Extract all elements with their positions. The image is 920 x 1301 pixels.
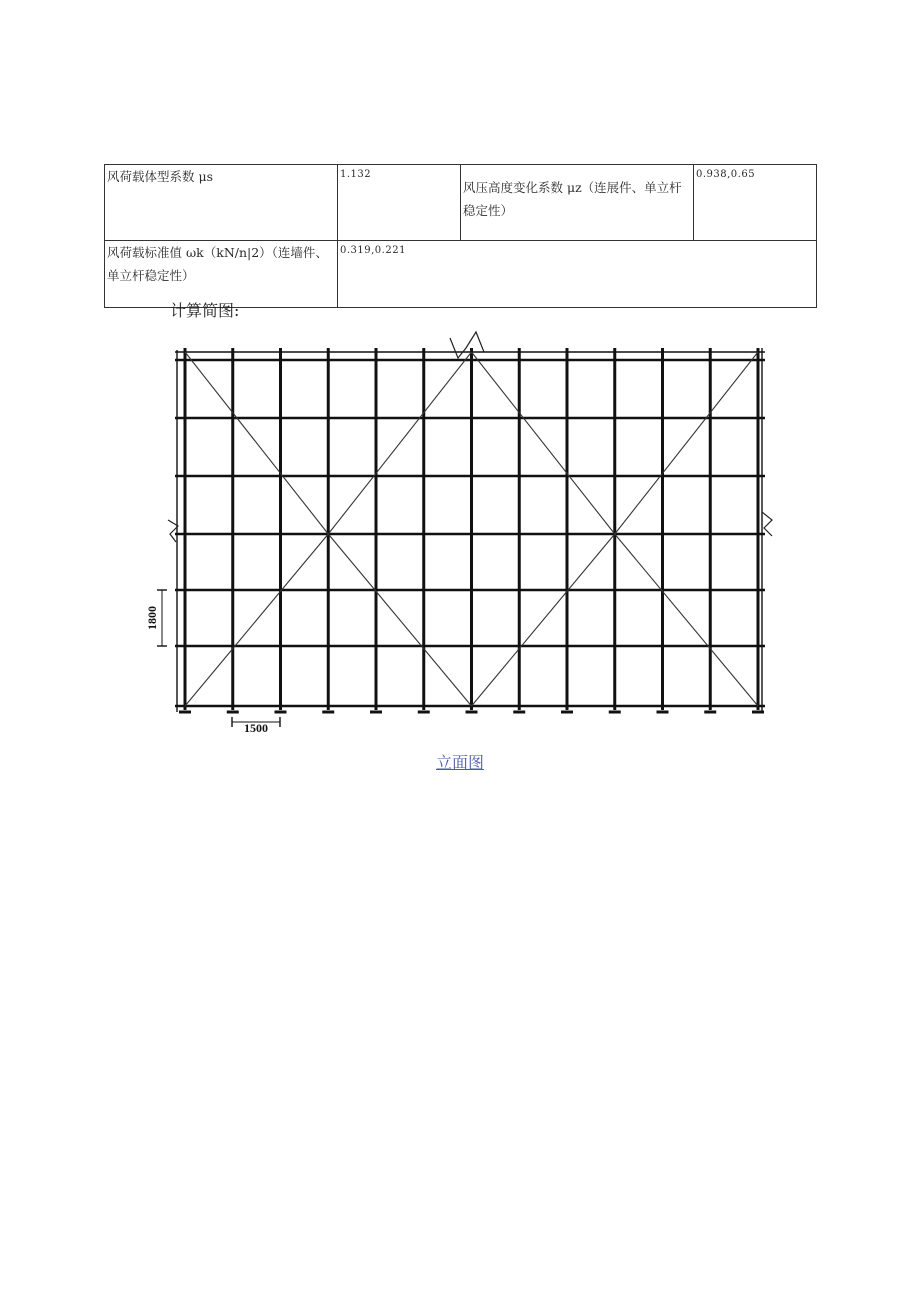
wind-height-coefficient-label: 风压高度变化系数 μz（连展件、单立杆稳定性） bbox=[461, 165, 694, 241]
elevation-diagram bbox=[140, 330, 780, 740]
diagonal-brace bbox=[185, 352, 328, 534]
table-row bbox=[105, 165, 817, 241]
dimension-width-label: 1500 bbox=[244, 721, 268, 735]
diagonal-brace bbox=[185, 534, 328, 706]
wind-shape-coefficient-value: 1.132 bbox=[338, 165, 461, 241]
wind-height-coefficient-value: 0.938,0.65 bbox=[694, 165, 817, 241]
section-label: 计算简图: bbox=[170, 301, 240, 320]
diagonal-brace bbox=[328, 534, 471, 706]
diagram-caption[interactable]: 立面图 bbox=[435, 753, 484, 772]
scaffold-frame bbox=[168, 332, 772, 712]
dimension-annotations bbox=[145, 590, 280, 735]
diagonal-brace bbox=[472, 352, 615, 534]
diagonal-brace bbox=[328, 352, 471, 534]
wind-standard-value-value: 0.319,0.221 bbox=[338, 241, 817, 308]
parameter-table bbox=[104, 164, 817, 308]
break-mark-top bbox=[450, 332, 484, 358]
wind-shape-coefficient-label: 风荷载体型系数 μs bbox=[105, 165, 338, 241]
wind-standard-value-label: 风荷载标准值 ωk（kN/n|2）（连墙件、单立杆稳定性） bbox=[105, 241, 338, 308]
diagonal-brace bbox=[472, 534, 615, 706]
diagonal-brace bbox=[615, 534, 758, 706]
break-mark-right bbox=[762, 512, 772, 536]
diagonal-brace bbox=[615, 352, 758, 534]
dimension-height-label: 1800 bbox=[145, 606, 159, 630]
